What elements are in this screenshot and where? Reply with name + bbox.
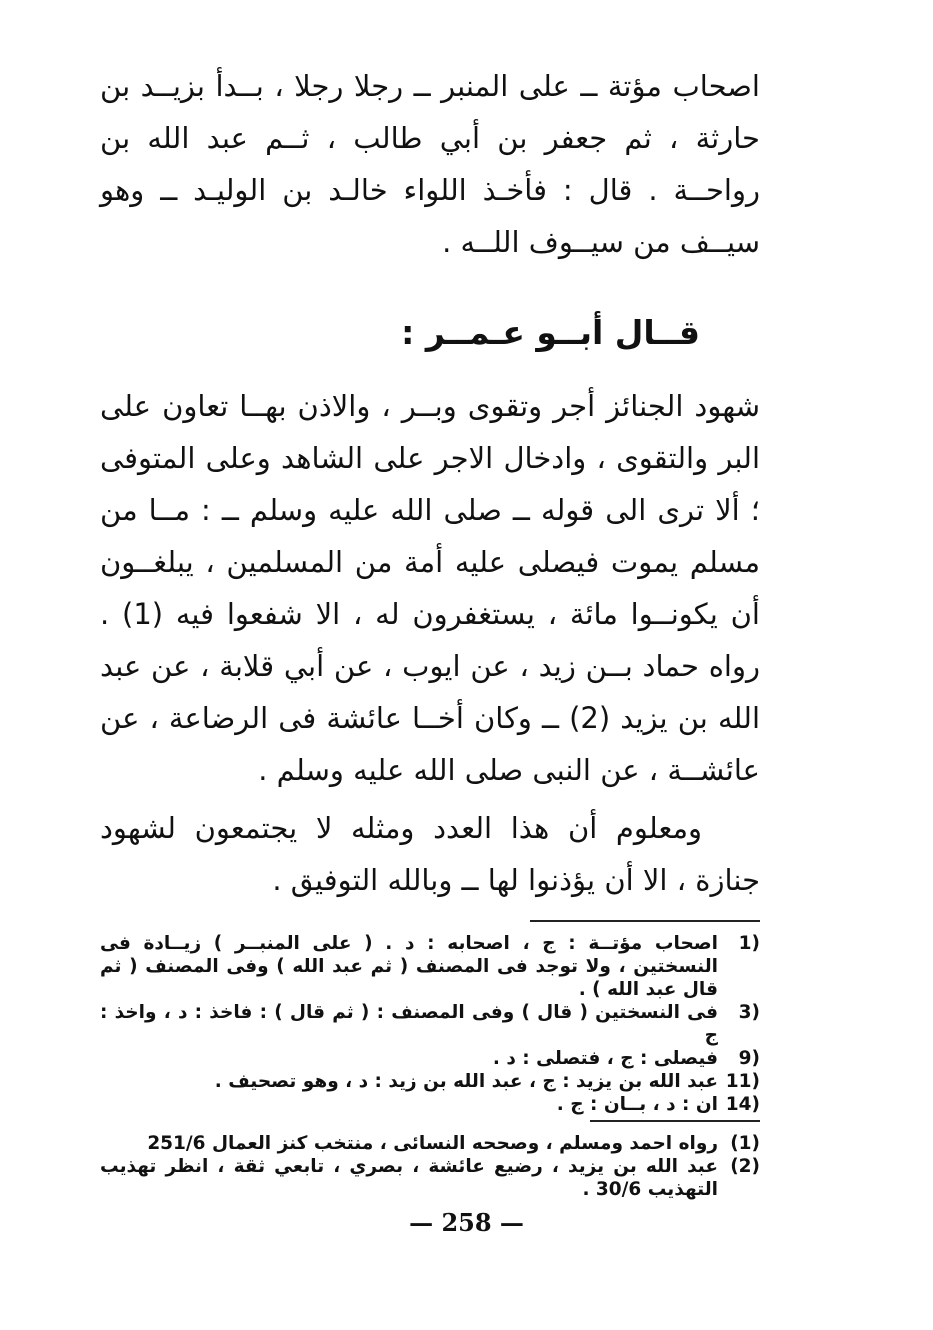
body-paragraph-3: ومعلوم أن هذا العدد ومثله لا يجتمعون لشهود جنازة ، الا أن يؤذنوا لها ــ وبالله التوفيق .: [100, 811, 760, 897]
source-notes-list: [100, 1132, 760, 1201]
note-text: عبد الله بن يزيد ، رضيع عائشة ، بصري ، تابعي ثقة ، انظر تهذيب التهذيب 30/6 .: [100, 1156, 718, 1200]
variant-note: [100, 932, 760, 1001]
note-text: فى النسختين ( قال ) وفى المصنف : ( ثم قال ) : فاخذ : د ، واخذ : ج: [100, 1002, 718, 1046]
source-note: [100, 1155, 760, 1201]
variant-note: [100, 1001, 760, 1047]
note-text: ان : د ، بــان : ج .: [556, 1094, 718, 1115]
note-number: 9): [738, 1048, 760, 1069]
book-page: [100, 60, 760, 1201]
note-text: فيصلى : ج ، فتصلى : د .: [492, 1048, 718, 1069]
footnote-divider-secondary: [590, 1120, 760, 1122]
note-number: 11): [725, 1071, 760, 1092]
variant-note: [100, 1093, 760, 1116]
variant-note: [100, 1070, 760, 1093]
note-text: اصحاب مؤتــة : ج ، اصحابه : د . ( على المنبــر ) زيــادة فى النسختين ، ولا توجد فى المصنف ( ثم عبد الله ) وفى المصنف ( ثم قال عبد الله ) .: [100, 933, 718, 1000]
body-paragraph-2: شهود الجنائز أجر وتقوى وبــر ، والاذن بهــا تعاون على البر والتقوى ، وادخال الاجر على الشاهد وعلى المتوفى ؛ ألا ترى الى قوله ــ صلى الله عليه وسلم ــ : مــا من مسلم يموت فيصلى عليه أمة من المسلمين ، يبلغــون أن يكونــوا مائة ، يستغفرون له ، الا شفعوا فيه (1) . رواه حماد بــن زيد ، عن ايوب ، عن أبي قلابة ، عن عبد الله بن يزيد (2) ــ وكان أخــا عائشة فى الرضاعة ، عن عائشــة ، عن النبى صلى الله عليه وسلم .: [100, 389, 760, 787]
note-number: (2): [730, 1156, 760, 1177]
source-note: [100, 1132, 760, 1155]
note-text: عبد الله بن يزيد : ج ، عبد الله بن زيد : د ، وهو تصحيف .: [214, 1071, 718, 1092]
footnote-divider: [530, 920, 760, 922]
note-number: (1): [730, 1133, 760, 1154]
note-number: 14): [725, 1094, 760, 1115]
note-number: 3): [738, 1002, 760, 1023]
variant-note: [100, 1047, 760, 1070]
section-heading: قــال أبــو عـمــر :: [401, 313, 700, 352]
body-paragraph-1: اصحاب مؤتة ــ على المنبر ــ رجلا رجلا ، بــدأ بزيــد بن حارثة ، ثم جعفر بن أبي طالب ، ثــم عبد الله بن رواحــة . قال : فأخـذ اللواء خالـد بن الوليـد ــ وهو سيــف من سيــوف اللــه .: [100, 69, 760, 259]
page-number: — 258 —: [409, 1208, 524, 1237]
note-text: رواه احمد ومسلم ، وصححه النسائى ، منتخب كنز العمال 251/6: [147, 1133, 718, 1154]
note-number: 1): [738, 933, 760, 954]
variant-notes-list: [100, 932, 760, 1116]
